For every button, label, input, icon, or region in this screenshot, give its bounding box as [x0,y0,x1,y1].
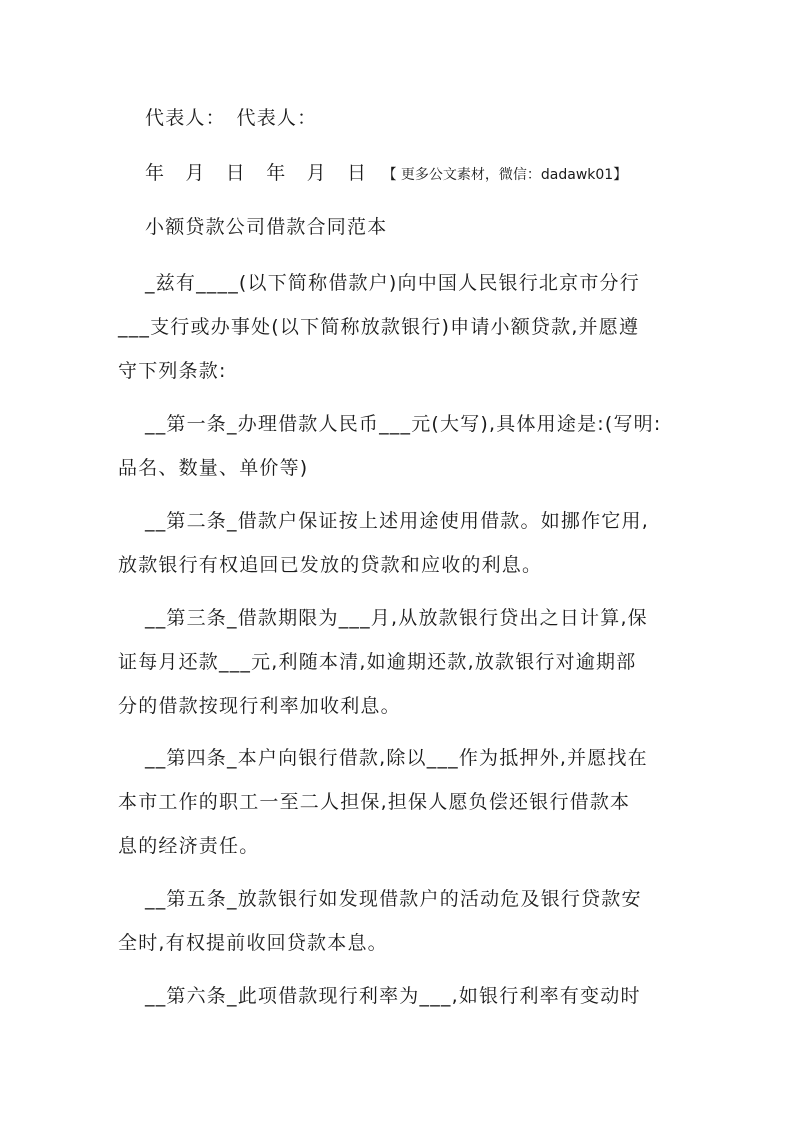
paragraph-line: 息的经济责任。 [118,835,260,857]
paragraph-line: 守下列条款: [118,360,227,382]
paragraph-line: __第四条_本户向银行借款,除以___作为抵押外,并愿找在 [145,747,648,769]
paragraph-line: __第三条_借款期限为___月,从放款银行贷出之日计算,保 [145,607,648,629]
paragraph-line: __第二条_借款户保证按上述用途使用借款。如挪作它用, [145,510,649,532]
promo-note: 【 更多公文素材，微信：dadawk01】 [382,167,628,183]
paragraph-line: 分的借款按现行利率加收利息。 [118,695,401,717]
date-line [145,161,627,187]
paragraph-line: 品名、数量、单价等) [118,457,309,479]
paragraph-line: 全时,有权提前收回贷款本息。 [118,932,388,954]
paragraph-line: 证每月还款___元,利随本清,如逾期还款,放款银行对逾期部 [118,651,637,673]
signature-line: 代表人： 代表人： [145,107,318,129]
paragraph-line: __第一条_办理借款人民币___元(大写),具体用途是:(写明: [145,413,662,435]
document-title: 小额贷款公司借款合同范本 [145,216,388,238]
paragraph-line: __第五条_放款银行如发现借款户的活动危及银行贷款安 [145,888,642,910]
date-text: 年 月 日 年 月 日 [145,162,368,184]
paragraph-line: 放款银行有权追回已发放的贷款和应收的利息。 [118,554,543,576]
paragraph-line: __第六条_此项借款现行利率为___,如银行利率有变动时 [145,985,641,1007]
paragraph-line: _兹有____(以下简称借款户)向中国人民银行北京市分行 [145,272,640,294]
paragraph-line: ___支行或办事处(以下简称放款银行)申请小额贷款,并愿遵 [118,316,640,338]
paragraph-line: 本市工作的职工一至二人担保,担保人愿负偿还银行借款本 [118,791,631,813]
